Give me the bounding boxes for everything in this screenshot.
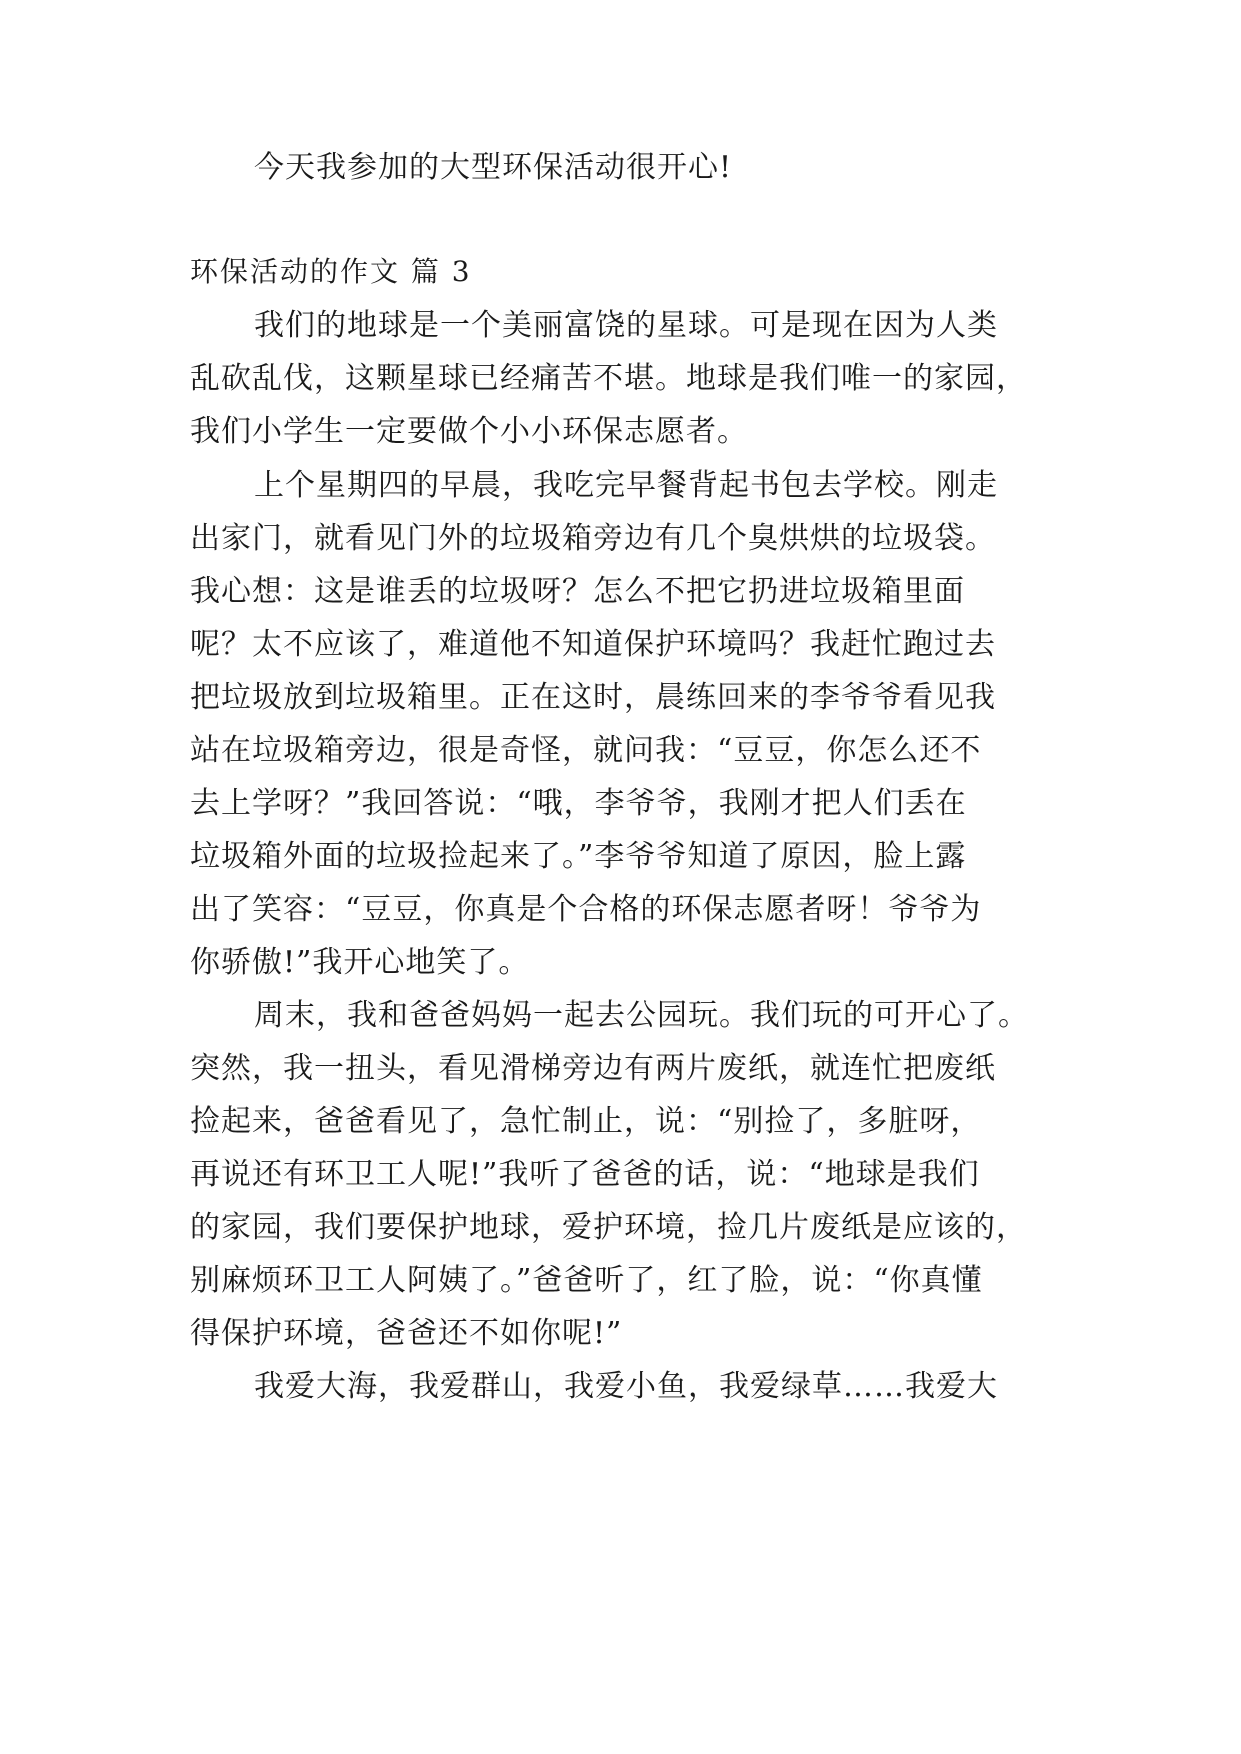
text-line: 别麻烦环卫工人阿姨了。”爸爸听了，红了脸，说：“你真懂 <box>190 1263 983 1298</box>
essay-heading: 环保活动的作文 篇 3 <box>190 255 472 288</box>
text-line: 乱砍乱伐，这颗星球已经痛苦不堪。地球是我们唯一的家园， <box>190 361 1027 396</box>
text-line: 的家园，我们要保护地球，爱护环境，捡几片废纸是应该的， <box>190 1210 1027 1245</box>
text-line: 出了笑容：“豆豆，你真是个合格的环保志愿者呀！爷爷为 <box>190 892 982 927</box>
text-line: 上个星期四的早晨，我吃完早餐背起书包去学校。刚走 <box>254 468 998 503</box>
text-line: 你骄傲!”我开心地笑了。 <box>190 945 530 980</box>
text-line: 把垃圾放到垃圾箱里。正在这时，晨练回来的李爷爷看见我 <box>190 680 996 715</box>
intro-line: 今天我参加的大型环保活动很开心! <box>254 150 733 185</box>
text-line: 再说还有环卫工人呢!”我听了爸爸的话，说：“地球是我们 <box>190 1157 980 1192</box>
text-line: 捡起来，爸爸看见了，急忙制止，说：“别捡了，多脏呀， <box>190 1104 982 1139</box>
text-line: 我爱大海，我爱群山，我爱小鱼，我爱绿草……我爱大 <box>254 1369 998 1404</box>
text-line: 去上学呀？”我回答说：“哦，李爷爷，我刚才把人们丢在 <box>190 786 967 821</box>
text-line: 我们小学生一定要做个小小环保志愿者。 <box>190 414 748 449</box>
text-line: 我们的地球是一个美丽富饶的星球。可是现在因为人类 <box>254 308 998 343</box>
text-line: 我心想：这是谁丢的垃圾呀？怎么不把它扔进垃圾箱里面 <box>190 574 965 609</box>
text-line: 出家门，就看见门外的垃圾箱旁边有几个臭烘烘的垃圾袋。 <box>190 521 996 556</box>
text-line: 突然，我一扭头，看见滑梯旁边有两片废纸，就连忙把废纸 <box>190 1051 996 1086</box>
text-line: 得保护环境，爸爸还不如你呢!” <box>190 1316 623 1351</box>
text-line: 呢？太不应该了，难道他不知道保护环境吗？我赶忙跑过去 <box>190 627 996 662</box>
text-line: 周末，我和爸爸妈妈一起去公园玩。我们玩的可开心了。 <box>254 998 1029 1033</box>
text-line: 垃圾箱外面的垃圾捡起来了。”李爷爷知道了原因，脸上露 <box>190 839 967 874</box>
text-line: 站在垃圾箱旁边，很是奇怪，就问我：“豆豆，你怎么还不 <box>190 733 982 768</box>
